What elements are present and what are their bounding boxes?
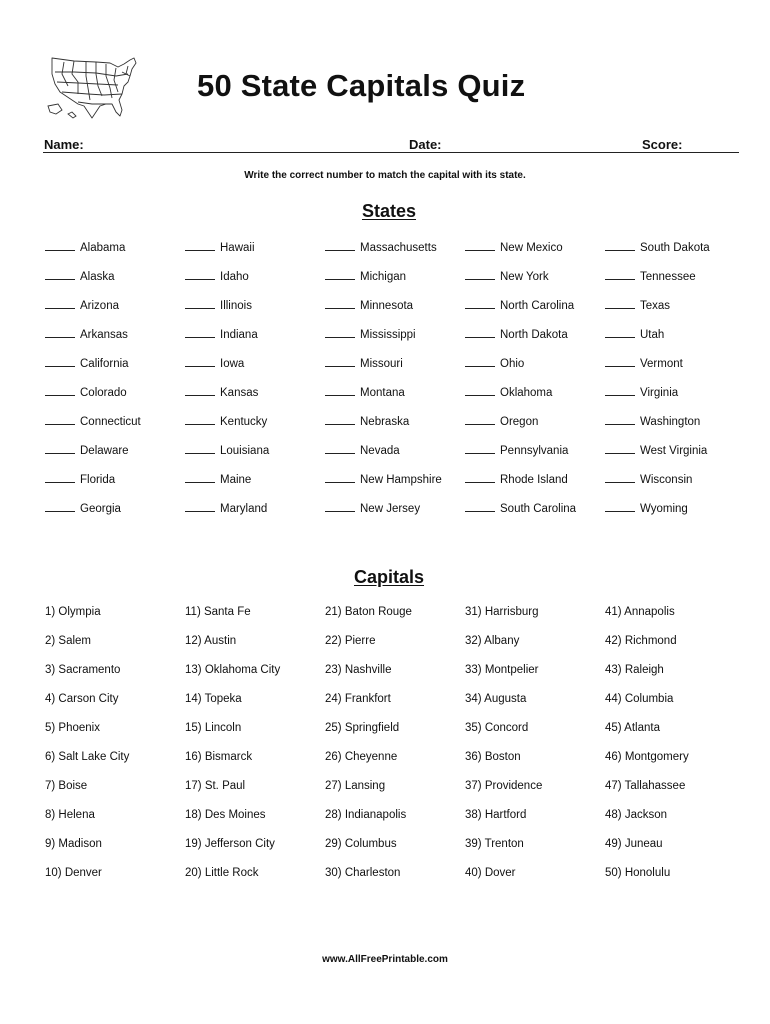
state-item [465, 500, 605, 529]
answer-blank[interactable] [45, 442, 75, 454]
answer-blank[interactable] [45, 326, 75, 338]
answer-blank[interactable] [45, 471, 75, 483]
answer-blank[interactable] [465, 413, 495, 425]
capital-item: 46) Montgomery [605, 751, 689, 763]
state-label: Maine [220, 474, 252, 486]
state-item [465, 355, 605, 384]
capital-item: 48) Jackson [605, 809, 668, 821]
state-label: Massachusetts [360, 242, 437, 254]
capital-item: 8) Helena [45, 809, 95, 821]
answer-blank[interactable] [185, 471, 215, 483]
capital-item: 20) Little Rock [185, 867, 259, 879]
state-label: Indiana [220, 329, 258, 341]
state-label: Virginia [640, 387, 679, 399]
answer-blank[interactable] [605, 413, 635, 425]
answer-blank[interactable] [185, 297, 215, 309]
state-item [465, 326, 605, 355]
state-label: Oklahoma [500, 387, 553, 399]
answer-blank[interactable] [465, 355, 495, 367]
state-item [325, 297, 465, 326]
state-label: Tennessee [640, 271, 696, 283]
state-item [325, 442, 465, 471]
state-label: Wyoming [640, 503, 688, 515]
capital-item: 47) Tallahassee [605, 780, 686, 792]
state-label: Illinois [220, 300, 252, 312]
answer-blank[interactable] [185, 413, 215, 425]
state-label: Alabama [80, 242, 126, 254]
state-item [45, 268, 185, 297]
answer-blank[interactable] [325, 413, 355, 425]
state-item [185, 355, 325, 384]
capital-item: 21) Baton Rouge [325, 606, 412, 618]
state-label: Pennsylvania [500, 445, 569, 457]
capital-item: 9) Madison [45, 838, 102, 850]
state-item [325, 500, 465, 529]
state-label: West Virginia [640, 445, 708, 457]
state-item [45, 326, 185, 355]
state-item [325, 326, 465, 355]
capital-item: 37) Providence [465, 780, 543, 792]
answer-blank[interactable] [465, 268, 495, 280]
answer-blank[interactable] [185, 355, 215, 367]
state-label: Washington [640, 416, 701, 428]
state-label: Kansas [220, 387, 259, 399]
capital-item: 5) Phoenix [45, 722, 100, 734]
capital-item: 25) Springfield [325, 722, 400, 734]
answer-blank[interactable] [465, 442, 495, 454]
state-label: Michigan [360, 271, 407, 283]
state-item [325, 471, 465, 500]
state-item [465, 297, 605, 326]
capital-item: 10) Denver [45, 867, 102, 879]
capital-item: 40) Dover [465, 867, 516, 879]
capital-item: 24) Frankfort [325, 693, 391, 705]
capital-item: 49) Juneau [605, 838, 663, 850]
capital-item: 2) Salem [45, 635, 92, 647]
answer-blank[interactable] [45, 355, 75, 367]
capital-item: 36) Boston [465, 751, 521, 763]
state-label: Alaska [80, 271, 115, 283]
state-label: New York [500, 271, 549, 283]
state-item [325, 413, 465, 442]
capital-item: 14) Topeka [185, 693, 242, 705]
answer-blank[interactable] [605, 268, 635, 280]
answer-blank[interactable] [185, 239, 215, 251]
answer-blank[interactable] [605, 355, 635, 367]
capital-item: 4) Carson City [45, 693, 119, 705]
answer-blank[interactable] [325, 384, 355, 396]
capital-item: 3) Sacramento [45, 664, 121, 676]
state-label: North Carolina [500, 300, 575, 312]
state-label: Arkansas [80, 329, 128, 341]
capital-item: 13) Oklahoma City [185, 664, 281, 676]
capital-item: 30) Charleston [325, 867, 401, 879]
state-label: Minnesota [360, 300, 414, 312]
capital-item: 22) Pierre [325, 635, 376, 647]
state-item [185, 471, 325, 500]
answer-blank[interactable] [465, 239, 495, 251]
state-label: Hawaii [220, 242, 255, 254]
state-item [325, 239, 465, 268]
answer-blank[interactable] [325, 471, 355, 483]
capitals-heading: Capitals [353, 567, 425, 587]
capital-item: 29) Columbus [325, 838, 397, 850]
instructions: Write the correct number to match the capital with its state. [244, 170, 526, 181]
state-item [185, 500, 325, 529]
answer-blank[interactable] [185, 326, 215, 338]
state-item [185, 442, 325, 471]
state-label: Missouri [360, 358, 403, 370]
answer-blank[interactable] [185, 442, 215, 454]
answer-blank[interactable] [325, 239, 355, 251]
state-label: Connecticut [80, 416, 141, 428]
state-item [605, 500, 745, 529]
capital-item: 38) Hartford [465, 809, 527, 821]
state-item [605, 413, 745, 442]
states-heading: States [361, 201, 417, 221]
capital-item: 6) Salt Lake City [45, 751, 130, 763]
state-item [605, 326, 745, 355]
capital-item: 12) Austin [185, 635, 237, 647]
state-label: New Mexico [500, 242, 563, 254]
answer-blank[interactable] [465, 326, 495, 338]
answer-blank[interactable] [325, 326, 355, 338]
capital-item: 50) Honolulu [605, 867, 671, 879]
state-item [465, 471, 605, 500]
answer-blank[interactable] [325, 442, 355, 454]
state-item [45, 442, 185, 471]
capital-item: 43) Raleigh [605, 664, 664, 676]
page-title: 50 State Capitals Quiz [197, 68, 526, 103]
state-item [45, 471, 185, 500]
state-label: Mississippi [360, 329, 416, 341]
answer-blank[interactable] [325, 355, 355, 367]
state-label: New Jersey [360, 503, 421, 515]
capital-item: 23) Nashville [325, 664, 392, 676]
capital-item: 19) Jefferson City [185, 838, 275, 850]
state-label: Ohio [500, 358, 525, 370]
state-item [605, 297, 745, 326]
state-label: Florida [80, 474, 116, 486]
answer-blank[interactable] [45, 297, 75, 309]
state-item [325, 355, 465, 384]
answer-blank[interactable] [605, 442, 635, 454]
answer-blank[interactable] [465, 384, 495, 396]
answer-blank[interactable] [605, 239, 635, 251]
state-label: Idaho [220, 271, 249, 283]
state-item [325, 384, 465, 413]
state-label: Maryland [220, 503, 268, 515]
answer-blank[interactable] [185, 268, 215, 280]
state-item [465, 239, 605, 268]
state-item [45, 239, 185, 268]
capital-item: 33) Montpelier [465, 664, 539, 676]
state-item [605, 268, 745, 297]
capital-item: 26) Cheyenne [325, 751, 398, 763]
answer-blank[interactable] [45, 413, 75, 425]
state-item [605, 384, 745, 413]
capital-item: 44) Columbia [605, 693, 674, 705]
state-label: Nebraska [360, 416, 410, 428]
state-label: New Hampshire [360, 474, 442, 486]
capital-item: 35) Concord [465, 722, 529, 734]
capital-item: 41) Annapolis [605, 606, 675, 618]
capital-item: 18) Des Moines [185, 809, 266, 821]
answer-blank[interactable] [605, 326, 635, 338]
state-item [605, 239, 745, 268]
state-label: South Carolina [500, 503, 577, 515]
date-label: Date: [409, 137, 442, 152]
capital-item: 32) Albany [465, 635, 520, 647]
answer-blank[interactable] [45, 239, 75, 251]
capital-item: 39) Trenton [465, 838, 524, 850]
state-item [465, 384, 605, 413]
states-grid [45, 239, 745, 529]
header-row [43, 137, 739, 153]
state-label: Wisconsin [640, 474, 693, 486]
state-item [605, 442, 745, 471]
answer-blank[interactable] [605, 384, 635, 396]
state-label: Kentucky [220, 416, 268, 428]
answer-blank[interactable] [45, 384, 75, 396]
answer-blank[interactable] [325, 500, 355, 512]
state-label: Arizona [80, 300, 119, 312]
capital-item: 16) Bismarck [185, 751, 253, 763]
state-item [185, 239, 325, 268]
answer-blank[interactable] [325, 297, 355, 309]
state-label: California [80, 358, 129, 370]
answer-blank[interactable] [185, 500, 215, 512]
state-item [605, 355, 745, 384]
capital-item: 34) Augusta [465, 693, 527, 705]
state-label: Utah [640, 329, 665, 341]
state-label: Oregon [500, 416, 539, 428]
capital-item: 17) St. Paul [185, 780, 246, 792]
state-label: Vermont [640, 358, 683, 370]
capital-item: 42) Richmond [605, 635, 677, 647]
state-label: Colorado [80, 387, 127, 399]
capital-item: 28) Indianapolis [325, 809, 407, 821]
footer-url: www.AllFreePrintable.com [322, 954, 448, 965]
state-item [465, 413, 605, 442]
answer-blank[interactable] [325, 268, 355, 280]
state-item [465, 442, 605, 471]
answer-blank[interactable] [45, 500, 75, 512]
state-label: Delaware [80, 445, 129, 457]
state-item [185, 326, 325, 355]
answer-blank[interactable] [605, 500, 635, 512]
capital-item: 1) Olympia [45, 606, 101, 618]
capitals-grid [45, 605, 745, 895]
name-label: Name: [44, 137, 84, 152]
state-item [185, 268, 325, 297]
capital-item: 27) Lansing [325, 780, 386, 792]
state-label: Montana [360, 387, 405, 399]
state-label: Louisiana [220, 445, 270, 457]
state-item [185, 413, 325, 442]
state-item [45, 355, 185, 384]
state-label: Texas [640, 300, 671, 312]
state-label: Nevada [360, 445, 400, 457]
answer-blank[interactable] [465, 500, 495, 512]
state-label: Rhode Island [500, 474, 568, 486]
answer-blank[interactable] [45, 268, 75, 280]
us-map-icon [44, 54, 138, 122]
state-label: Georgia [80, 503, 121, 515]
state-item [45, 500, 185, 529]
state-item [185, 384, 325, 413]
state-item [45, 413, 185, 442]
state-item [185, 297, 325, 326]
state-item [605, 471, 745, 500]
state-label: North Dakota [500, 329, 568, 341]
state-item [465, 268, 605, 297]
capital-item: 45) Atlanta [605, 722, 660, 734]
answer-blank[interactable] [605, 471, 635, 483]
score-label: Score: [642, 137, 683, 152]
state-item [325, 268, 465, 297]
state-item [45, 384, 185, 413]
capital-item: 11) Santa Fe [185, 606, 251, 618]
capital-item: 31) Harrisburg [465, 606, 539, 618]
state-label: Iowa [220, 358, 245, 370]
answer-blank[interactable] [185, 384, 215, 396]
capital-item: 15) Lincoln [185, 722, 242, 734]
answer-blank[interactable] [465, 471, 495, 483]
answer-blank[interactable] [465, 297, 495, 309]
state-item [45, 297, 185, 326]
state-label: South Dakota [640, 242, 710, 254]
capital-item: 7) Boise [45, 780, 88, 792]
answer-blank[interactable] [605, 297, 635, 309]
